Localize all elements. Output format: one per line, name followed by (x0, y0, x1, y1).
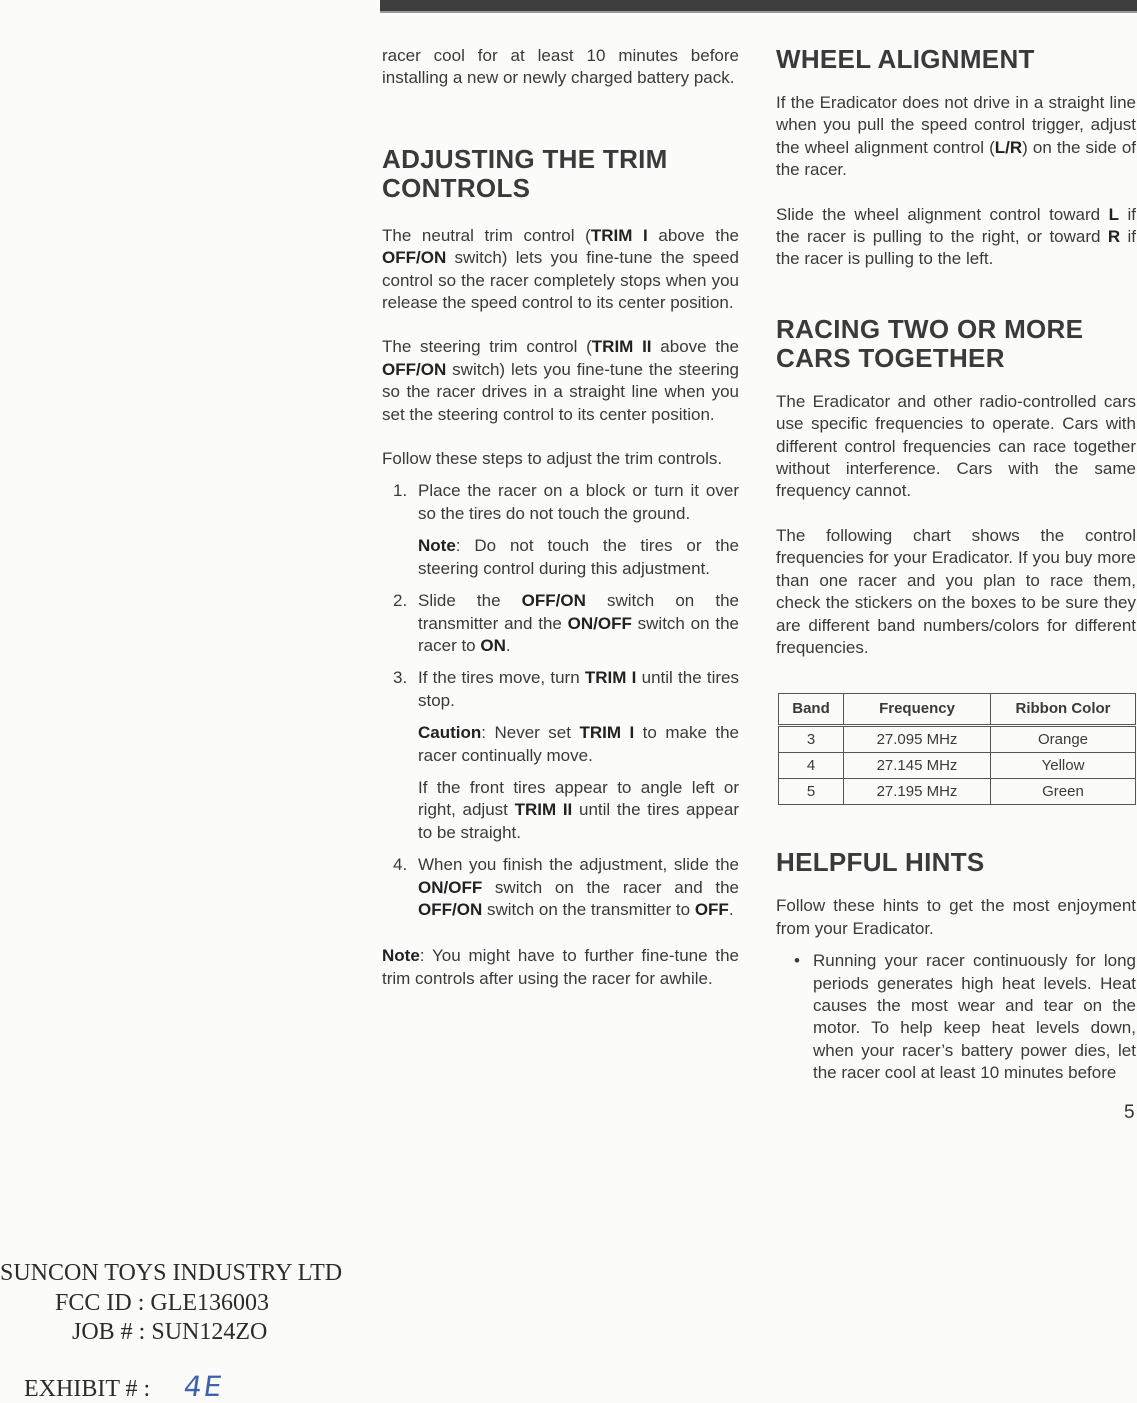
trim-steps-list (382, 480, 739, 921)
table-row (779, 753, 1136, 779)
exhibit-handwritten-value: 4E (181, 1370, 226, 1403)
wheel-paragraph-2: Slide the wheel alignment control toward L if the racer is pulling to the right, or toward R if the racer is pulling to the left. (776, 204, 1136, 269)
caution-paragraph: Caution: Never set TRIM I to make the racer continually move. (418, 723, 739, 765)
trim-heading: ADJUSTING THE TRIM CONTROLS (382, 143, 668, 203)
table-cell: 27.095 MHz (844, 726, 991, 753)
left-column (382, 45, 739, 990)
column-header-band: Band (779, 694, 844, 726)
column-header-frequency: Frequency (844, 694, 991, 726)
wheel-alignment-heading: WHEEL ALIGNMENT (776, 44, 1035, 74)
racing-heading: RACING TWO OR MORE CARS TOGETHER (776, 313, 1084, 373)
table-cell: 5 (779, 779, 844, 805)
table-cell: 4 (779, 753, 844, 779)
stamp-exhibit-label: EXHIBIT # : (24, 1376, 151, 1402)
racing-paragraph-2: The following chart shows the control frequencies for your Eradicator. If you buy more than one racer and you plan to race them, check the stickers on the boxes to be sure they are different band numbers/colors for different frequencies. (776, 525, 1136, 657)
table-header-row (779, 694, 1136, 726)
right-column (776, 45, 1136, 1085)
stamp-company: SUNCON TOYS INDUSTRY LTD (0, 1260, 343, 1286)
helpful-hints-heading: HELPFUL HINTS (776, 847, 985, 878)
table-cell: 27.145 MHz (844, 753, 991, 779)
steps-intro: Follow these steps to adjust the trim controls. (382, 449, 723, 469)
table-cell: Green (991, 779, 1136, 805)
list-item: 2. Slide the OFF/ON switch on the transmitter and the ON/OFF switch on the racer to ON. (393, 591, 739, 655)
neutral-trim-paragraph: The neutral trim control (TRIM I above the OFF/ON switch) lets you fine-tune the speed control so the racer completely stops when you release the speed control to its center position. (382, 225, 739, 313)
stamp-fcc-id: FCC ID : GLE136003 (55, 1290, 270, 1316)
page-number: 5 (1124, 1102, 1135, 1123)
table-row (779, 726, 1136, 753)
table-row (779, 779, 1136, 805)
table-cell: Orange (991, 726, 1136, 753)
racing-paragraph-1: The Eradicator and other radio-controlled cars use specific frequencies to operate. Cars with different control frequencies can race together without interference. Cars with the same frequency cannot. (776, 391, 1136, 501)
hints-list (776, 950, 1136, 1084)
bullet-icon: • (794, 951, 800, 971)
steering-trim-paragraph: The steering trim control (TRIM II above the OFF/ON switch) lets you fine-tune the steering so the racer drives in a straight line when you set the steering control to its center position. (382, 337, 739, 424)
list-item: 1. Place the racer on a block or turn it over so the tires do not touch the ground. Note: Do not touch the tires or the steering control during this adjustment. (382, 480, 739, 580)
frequency-table (778, 693, 1136, 805)
final-note-paragraph: Note: You might have to further fine-tune the trim controls after using the racer for awhile. (382, 946, 739, 988)
stamp-job-number: JOB # : SUN124ZO (72, 1319, 268, 1345)
list-item: 3. If the tires move, turn TRIM I until the tires stop. Caution: Never set TRIM I to make the racer continually move. If the front tires appear to angle left or right, adjust TRIM II until the tires appear to be straight. (393, 668, 739, 842)
column-header-ribbon-color: Ribbon Color (991, 694, 1136, 726)
intro-paragraph: racer cool for at least 10 minutes before installing a new or newly charged battery pack. (382, 46, 739, 88)
table-cell: Yellow (991, 753, 1136, 779)
list-item: 4. When you finish the adjustment, slide the ON/OFF switch on the racer and the OFF/ON switch on the transmitter to OFF. (393, 855, 739, 919)
hints-intro: Follow these hints to get the most enjoyment from your Eradicator. (776, 896, 1136, 938)
list-item: • Running your racer continuously for long periods generates high heat levels. Heat causes the most wear and tear on the motor. To help keep heat levels down, when your racer’s battery power dies, let the racer cool at least 10 minutes before (794, 951, 1136, 1083)
table-cell: 27.195 MHz (844, 779, 991, 805)
table-cell: 3 (779, 726, 844, 753)
note-paragraph: Note: Do not touch the tires or the steering control during this adjustment. (418, 536, 739, 578)
top-rule (380, 0, 1137, 11)
wheel-paragraph-1: If the Eradicator does not drive in a straight line when you pull the speed control trigger, adjust the wheel alignment control (L/R) on the side of the racer. (776, 93, 1136, 180)
